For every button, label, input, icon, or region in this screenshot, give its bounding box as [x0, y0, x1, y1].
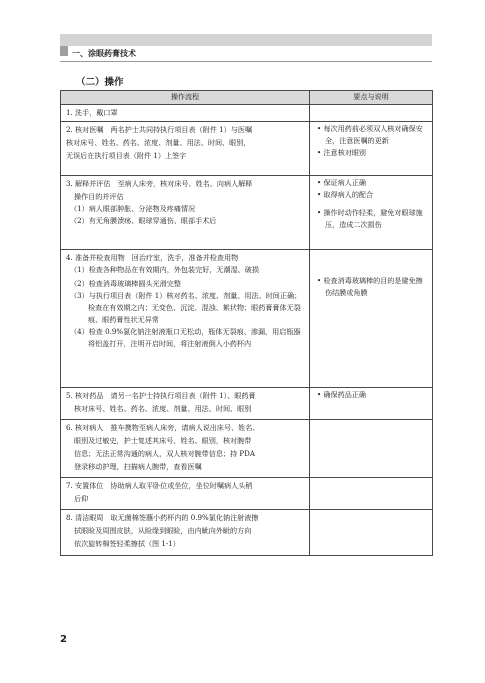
- note-text: 注意核对眼别: [323, 148, 367, 157]
- note-text: 检查消毒玻璃棒的目的是避免擦伤结膜或角膜: [323, 276, 423, 297]
- step-line: 拭眼睑及周围皮肤，从睑缘到眼睑，由内眦向外眦的方向: [74, 526, 252, 535]
- sub-item: （1）病人眼部肿胀、分泌物及疼痛情况: [70, 204, 196, 213]
- header-key-points: 要点与说明: [310, 91, 433, 105]
- note-text: 保证病人正确: [323, 178, 367, 187]
- step-line: 1. 洗手，戴口罩: [66, 108, 118, 117]
- step-line: 5. 核对药品 请另一名护士持执行项目表（附件 1）、眼药膏: [66, 391, 256, 400]
- table-row: [61, 388, 433, 420]
- note-item: • 注意核对眼别: [317, 148, 367, 157]
- step-line: 8. 清洁眼周 取无菌棉签蘸小药杯内的 0.9%氯化钠注射液擦: [66, 513, 259, 522]
- procedure-cell: [61, 510, 310, 556]
- procedure-cell: [61, 420, 310, 478]
- note-text: 每次用药前必须双人核对确保安全，注意医嘱的更新: [323, 124, 423, 145]
- table-row: [61, 478, 433, 510]
- step-line: 6. 核对病人 推车携物至病人床旁，请病人说出床号、姓名、: [66, 423, 260, 432]
- header-stripe: [60, 34, 432, 46]
- note-item: • 每次用药前必须双人核对确保安全，注意医嘱的更新: [317, 124, 423, 145]
- sub-item: （1）检查各种物品在有效期内，外包装完好，无潮湿、破损: [70, 265, 259, 274]
- step-line: 核对床号、姓名、药名、浓度、剂量、用法、时间、眼别，: [66, 138, 251, 147]
- sub-item: （4）检查 0.9%氯化钠注射液瓶口无松动，瓶体无裂痕、渗漏，用启瓶器将铝盖打开，注明开启时间，将注射液倒入小药杯内: [70, 327, 301, 348]
- notes-cell: [310, 122, 433, 176]
- step-line: 4. 准备并检查用物 回治疗室，洗手，准备并检查用物: [66, 253, 239, 262]
- notes-cell: [310, 105, 433, 122]
- note-gap: [315, 251, 428, 275]
- step-line: 操作目的并评估: [74, 192, 124, 201]
- step-line: 无误后在执行项目表（附件 1）上签字: [66, 151, 187, 160]
- note-item: • 检查消毒玻璃棒的目的是避免擦伤结膜或角膜: [317, 276, 423, 297]
- step-line: 3. 解释并评估 至病人床旁，核对床号、姓名、向病人解释: [66, 179, 253, 188]
- step-line: 眼别及过敏史，护士复述其床号、姓名、眼别，核对腕带: [74, 436, 252, 445]
- note-text: 取得病人的配合: [323, 190, 374, 199]
- notes-cell: [310, 478, 433, 510]
- table-header-row: [61, 91, 433, 105]
- header-procedure: 操作流程: [61, 91, 310, 105]
- header-accent-block: [60, 46, 68, 56]
- procedure-cell: [61, 176, 310, 250]
- notes-cell: [310, 176, 433, 250]
- procedure-cell: [61, 478, 310, 510]
- note-item: • 取得病人的配合: [317, 190, 374, 199]
- page-number: 2: [60, 634, 67, 645]
- notes-cell: [310, 250, 433, 388]
- table-row: [61, 105, 433, 122]
- note-text: 确保药品正确: [323, 390, 367, 399]
- notes-cell: [310, 388, 433, 420]
- sub-item: （3）与执行项目表（附件 1）核对药名、浓度、剂量、用法、时间正确；检查在有效期之内；无变色、沉淀、混浊、絮状物；眼药膏膏体无裂痕、眼药膏性状无异常: [70, 291, 302, 324]
- step-line: 核对床号、姓名、药名、浓度、剂量、用法、时间、眼别: [74, 404, 252, 413]
- note-text: 操作时动作轻柔，避免对眼球施压，造成二次损伤: [323, 208, 423, 229]
- table-row: [61, 176, 433, 250]
- sub-item: （2）有无角膜溃疡、眼球穿通伤、眼部手术后: [70, 216, 217, 225]
- step-line: 依次旋转棉签轻柔擦拭（图 1-1）: [74, 539, 180, 548]
- step-line: 登录移动护理，扫描病人腕带，查看医嘱: [74, 462, 202, 471]
- step-line: 2. 核对医嘱 两名护士共同持执行项目表（附件 1）与医嘱: [66, 125, 253, 134]
- table-row: [61, 122, 433, 176]
- running-head-title: 一、涂眼药膏技术: [72, 49, 136, 58]
- table-row: [61, 250, 433, 388]
- procedure-cell: [61, 388, 310, 420]
- operation-table: [60, 90, 433, 556]
- note-item: • 保证病人正确: [317, 178, 367, 187]
- step-line: 信息；无法正常沟通的病人，双人核对腕带信息；持 PDA: [74, 449, 255, 458]
- step-line: 7. 安置体位 协助病人取平卧位或坐位，坐位时嘱病人头稍: [66, 481, 253, 490]
- table-row: [61, 420, 433, 478]
- section-title: （二）操作: [76, 77, 124, 88]
- procedure-cell: [61, 122, 310, 176]
- procedure-cell: [61, 250, 310, 388]
- table-row: [61, 510, 433, 556]
- header-rule: [60, 61, 432, 62]
- note-item: • 确保药品正确: [317, 390, 367, 399]
- note-item: • 操作时动作轻柔，避免对眼球施压，造成二次损伤: [317, 208, 423, 229]
- running-header: [60, 34, 432, 68]
- notes-cell: [310, 420, 433, 478]
- step-line: 后仰: [74, 494, 89, 503]
- notes-cell: [310, 510, 433, 556]
- sub-item: （2）检查消毒玻璃棒圆头光滑完整: [70, 279, 181, 288]
- procedure-cell: [61, 105, 310, 122]
